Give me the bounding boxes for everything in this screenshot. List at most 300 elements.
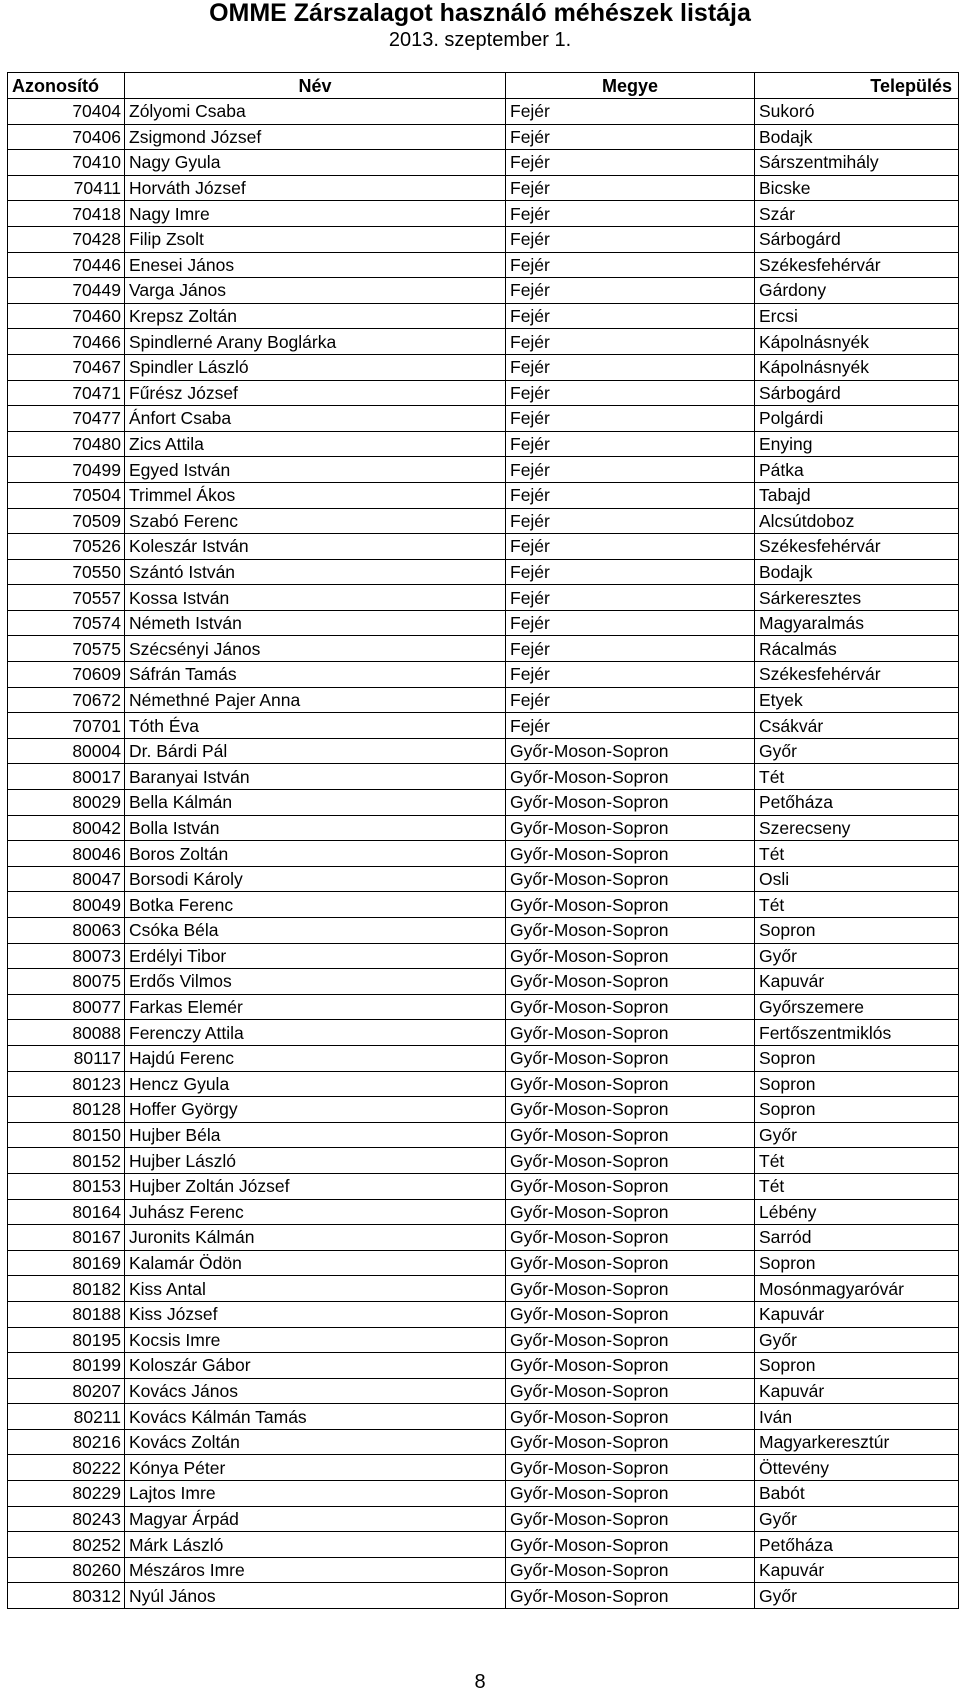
table-row <box>8 99 959 125</box>
cell-nev: Hajdú Ferenc <box>125 1045 506 1071</box>
table-row <box>8 1071 959 1097</box>
cell-telepules: Tét <box>755 892 959 918</box>
cell-telepules: Enying <box>755 431 959 457</box>
cell-azonosito: 80252 <box>8 1532 125 1558</box>
cell-azonosito: 80188 <box>8 1301 125 1327</box>
cell-telepules: Győr <box>755 1583 959 1609</box>
table-row <box>8 431 959 457</box>
cell-azonosito: 80117 <box>8 1045 125 1071</box>
cell-megye: Fejér <box>506 406 755 432</box>
cell-telepules: Szerecseny <box>755 815 959 841</box>
cell-azonosito: 80088 <box>8 1020 125 1046</box>
cell-nev: Némethné Pajer Anna <box>125 687 506 713</box>
table-row <box>8 1250 959 1276</box>
cell-azonosito: 80029 <box>8 790 125 816</box>
cell-telepules: Győr <box>755 1122 959 1148</box>
cell-nev: Farkas Elemér <box>125 994 506 1020</box>
cell-telepules: Sopron <box>755 1097 959 1123</box>
cell-megye: Fejér <box>506 610 755 636</box>
cell-megye: Győr-Moson-Sopron <box>506 1455 755 1481</box>
cell-azonosito: 70575 <box>8 636 125 662</box>
cell-megye: Győr-Moson-Sopron <box>506 1173 755 1199</box>
page-number: 8 <box>474 1671 486 1693</box>
cell-azonosito: 80167 <box>8 1225 125 1251</box>
table-row <box>8 406 959 432</box>
cell-telepules: Pátka <box>755 457 959 483</box>
table-row <box>8 1199 959 1225</box>
cell-azonosito: 70467 <box>8 354 125 380</box>
cell-azonosito: 80049 <box>8 892 125 918</box>
cell-azonosito: 70480 <box>8 431 125 457</box>
cell-telepules: Kapuvár <box>755 1301 959 1327</box>
cell-nev: Juhász Ferenc <box>125 1199 506 1225</box>
cell-megye: Fejér <box>506 124 755 150</box>
table-row <box>8 1455 959 1481</box>
cell-telepules: Székesfehérvár <box>755 534 959 560</box>
cell-azonosito: 70466 <box>8 329 125 355</box>
table-row <box>8 1122 959 1148</box>
cell-azonosito: 80004 <box>8 738 125 764</box>
cell-nev: Krepsz Zoltán <box>125 303 506 329</box>
table-row <box>8 841 959 867</box>
cell-megye: Fejér <box>506 662 755 688</box>
cell-telepules: Kapuvár <box>755 969 959 995</box>
cell-azonosito: 80199 <box>8 1353 125 1379</box>
cell-megye: Győr-Moson-Sopron <box>506 1404 755 1430</box>
cell-megye: Győr-Moson-Sopron <box>506 1122 755 1148</box>
table-row <box>8 662 959 688</box>
table-row <box>8 943 959 969</box>
cell-megye: Győr-Moson-Sopron <box>506 1071 755 1097</box>
cell-nev: Erdős Vilmos <box>125 969 506 995</box>
cell-megye: Győr-Moson-Sopron <box>506 1199 755 1225</box>
cell-azonosito: 70411 <box>8 175 125 201</box>
cell-megye: Győr-Moson-Sopron <box>506 994 755 1020</box>
cell-telepules: Sopron <box>755 1250 959 1276</box>
cell-nev: Mészáros Imre <box>125 1557 506 1583</box>
cell-azonosito: 70672 <box>8 687 125 713</box>
cell-telepules: Tét <box>755 841 959 867</box>
cell-azonosito: 80260 <box>8 1557 125 1583</box>
table-row <box>8 790 959 816</box>
cell-azonosito: 70404 <box>8 99 125 125</box>
table-row <box>8 1506 959 1532</box>
cell-megye: Fejér <box>506 431 755 457</box>
table-row <box>8 687 959 713</box>
cell-nev: Szécsényi János <box>125 636 506 662</box>
table-row <box>8 815 959 841</box>
cell-telepules: Győrszemere <box>755 994 959 1020</box>
cell-telepules: Sárkeresztes <box>755 585 959 611</box>
cell-azonosito: 70550 <box>8 559 125 585</box>
table-row <box>8 1404 959 1430</box>
cell-nev: Trimmel Ákos <box>125 482 506 508</box>
cell-megye: Győr-Moson-Sopron <box>506 1583 755 1609</box>
cell-telepules: Petőháza <box>755 1532 959 1558</box>
cell-telepules: Babót <box>755 1481 959 1507</box>
cell-nev: Baranyai István <box>125 764 506 790</box>
table-header-row <box>8 73 959 99</box>
cell-azonosito: 80017 <box>8 764 125 790</box>
cell-megye: Fejér <box>506 534 755 560</box>
cell-megye: Fejér <box>506 303 755 329</box>
cell-megye: Győr-Moson-Sopron <box>506 943 755 969</box>
cell-nev: Zólyomi Csaba <box>125 99 506 125</box>
cell-nev: Fűrész József <box>125 380 506 406</box>
cell-telepules: Osli <box>755 866 959 892</box>
table-row <box>8 175 959 201</box>
cell-telepules: Sopron <box>755 918 959 944</box>
cell-telepules: Győr <box>755 1327 959 1353</box>
cell-megye: Fejér <box>506 201 755 227</box>
table-row <box>8 918 959 944</box>
table-row <box>8 969 959 995</box>
table-row <box>8 252 959 278</box>
cell-nev: Dr. Bárdi Pál <box>125 738 506 764</box>
cell-megye: Győr-Moson-Sopron <box>506 1557 755 1583</box>
cell-megye: Fejér <box>506 713 755 739</box>
column-header-telepules: Település <box>755 73 959 99</box>
cell-nev: Spindler László <box>125 354 506 380</box>
table-row <box>8 1327 959 1353</box>
cell-telepules: Sopron <box>755 1071 959 1097</box>
cell-megye: Győr-Moson-Sopron <box>506 1429 755 1455</box>
cell-azonosito: 70526 <box>8 534 125 560</box>
cell-azonosito: 80153 <box>8 1173 125 1199</box>
table-row <box>8 866 959 892</box>
table-row <box>8 1225 959 1251</box>
cell-nev: Sáfrán Tamás <box>125 662 506 688</box>
cell-megye: Győr-Moson-Sopron <box>506 918 755 944</box>
cell-azonosito: 80152 <box>8 1148 125 1174</box>
cell-telepules: Magyarkeresztúr <box>755 1429 959 1455</box>
table-row <box>8 738 959 764</box>
table-row <box>8 1481 959 1507</box>
cell-telepules: Győr <box>755 1506 959 1532</box>
column-header-azonosito: Azonosító <box>8 73 125 99</box>
cell-azonosito: 80182 <box>8 1276 125 1302</box>
cell-telepules: Sarród <box>755 1225 959 1251</box>
cell-megye: Győr-Moson-Sopron <box>506 1148 755 1174</box>
cell-telepules: Bodajk <box>755 559 959 585</box>
cell-azonosito: 80229 <box>8 1481 125 1507</box>
cell-telepules: Bodajk <box>755 124 959 150</box>
cell-telepules: Sukoró <box>755 99 959 125</box>
cell-azonosito: 80222 <box>8 1455 125 1481</box>
cell-nev: Bolla István <box>125 815 506 841</box>
cell-telepules: Győr <box>755 943 959 969</box>
cell-nev: Szántó István <box>125 559 506 585</box>
cell-nev: Ánfort Csaba <box>125 406 506 432</box>
table-row <box>8 482 959 508</box>
cell-nev: Lajtos Imre <box>125 1481 506 1507</box>
cell-nev: Szabó Ferenc <box>125 508 506 534</box>
cell-megye: Fejér <box>506 226 755 252</box>
cell-nev: Németh István <box>125 610 506 636</box>
cell-megye: Győr-Moson-Sopron <box>506 1045 755 1071</box>
cell-nev: Tóth Éva <box>125 713 506 739</box>
cell-azonosito: 70428 <box>8 226 125 252</box>
column-header-nev: Név <box>125 73 506 99</box>
cell-nev: Boros Zoltán <box>125 841 506 867</box>
cell-azonosito: 70609 <box>8 662 125 688</box>
cell-telepules: Sárbogárd <box>755 226 959 252</box>
cell-megye: Fejér <box>506 99 755 125</box>
cell-azonosito: 70477 <box>8 406 125 432</box>
cell-telepules: Sárszentmihály <box>755 150 959 176</box>
cell-azonosito: 80077 <box>8 994 125 1020</box>
cell-nev: Kónya Péter <box>125 1455 506 1481</box>
cell-megye: Győr-Moson-Sopron <box>506 790 755 816</box>
cell-nev: Spindlerné Arany Boglárka <box>125 329 506 355</box>
cell-nev: Magyar Árpád <box>125 1506 506 1532</box>
cell-telepules: Csákvár <box>755 713 959 739</box>
cell-telepules: Rácalmás <box>755 636 959 662</box>
cell-azonosito: 80164 <box>8 1199 125 1225</box>
cell-nev: Varga János <box>125 278 506 304</box>
table-row <box>8 226 959 252</box>
cell-megye: Győr-Moson-Sopron <box>506 1097 755 1123</box>
cell-azonosito: 80312 <box>8 1583 125 1609</box>
cell-azonosito: 70406 <box>8 124 125 150</box>
cell-nev: Filip Zsolt <box>125 226 506 252</box>
cell-megye: Győr-Moson-Sopron <box>506 1276 755 1302</box>
cell-megye: Fejér <box>506 636 755 662</box>
cell-telepules: Sárbogárd <box>755 380 959 406</box>
cell-telepules: Alcsútdoboz <box>755 508 959 534</box>
cell-megye: Győr-Moson-Sopron <box>506 764 755 790</box>
cell-telepules: Székesfehérvár <box>755 252 959 278</box>
cell-azonosito: 70701 <box>8 713 125 739</box>
cell-azonosito: 70499 <box>8 457 125 483</box>
cell-nev: Borsodi Károly <box>125 866 506 892</box>
cell-nev: Kalamár Ödön <box>125 1250 506 1276</box>
cell-nev: Kiss József <box>125 1301 506 1327</box>
table-row <box>8 508 959 534</box>
cell-nev: Kovács János <box>125 1378 506 1404</box>
cell-telepules: Győr <box>755 738 959 764</box>
table-row <box>8 329 959 355</box>
cell-azonosito: 70504 <box>8 482 125 508</box>
cell-azonosito: 70418 <box>8 201 125 227</box>
table-body <box>8 99 959 1609</box>
table-row <box>8 1557 959 1583</box>
table-row <box>8 354 959 380</box>
cell-nev: Hujber Zoltán József <box>125 1173 506 1199</box>
table-row <box>8 559 959 585</box>
cell-nev: Hujber Béla <box>125 1122 506 1148</box>
cell-azonosito: 80063 <box>8 918 125 944</box>
cell-azonosito: 70410 <box>8 150 125 176</box>
cell-telepules: Tabajd <box>755 482 959 508</box>
column-header-megye: Megye <box>506 73 755 99</box>
table-row <box>8 1276 959 1302</box>
cell-megye: Győr-Moson-Sopron <box>506 1250 755 1276</box>
cell-telepules: Ercsi <box>755 303 959 329</box>
cell-azonosito: 80128 <box>8 1097 125 1123</box>
cell-azonosito: 80169 <box>8 1250 125 1276</box>
cell-megye: Fejér <box>506 252 755 278</box>
cell-megye: Fejér <box>506 585 755 611</box>
cell-azonosito: 70471 <box>8 380 125 406</box>
table-row <box>8 534 959 560</box>
page-title: OMME Zárszalagot használó méhészek listája <box>209 0 751 27</box>
cell-nev: Botka Ferenc <box>125 892 506 918</box>
cell-megye: Győr-Moson-Sopron <box>506 1532 755 1558</box>
cell-megye: Győr-Moson-Sopron <box>506 815 755 841</box>
cell-telepules: Tét <box>755 1173 959 1199</box>
cell-azonosito: 80046 <box>8 841 125 867</box>
cell-megye: Fejér <box>506 687 755 713</box>
cell-megye: Fejér <box>506 278 755 304</box>
cell-telepules: Kapuvár <box>755 1378 959 1404</box>
cell-megye: Győr-Moson-Sopron <box>506 1481 755 1507</box>
cell-azonosito: 70449 <box>8 278 125 304</box>
cell-azonosito: 80216 <box>8 1429 125 1455</box>
cell-megye: Győr-Moson-Sopron <box>506 1353 755 1379</box>
table-row <box>8 124 959 150</box>
cell-azonosito: 80042 <box>8 815 125 841</box>
cell-megye: Győr-Moson-Sopron <box>506 1327 755 1353</box>
cell-nev: Horváth József <box>125 175 506 201</box>
table-row <box>8 201 959 227</box>
cell-telepules: Tét <box>755 1148 959 1174</box>
table-row <box>8 303 959 329</box>
cell-nev: Kiss Antal <box>125 1276 506 1302</box>
table-row <box>8 1301 959 1327</box>
table-row <box>8 150 959 176</box>
cell-megye: Fejér <box>506 329 755 355</box>
cell-megye: Győr-Moson-Sopron <box>506 738 755 764</box>
cell-megye: Győr-Moson-Sopron <box>506 969 755 995</box>
cell-telepules: Lébény <box>755 1199 959 1225</box>
cell-telepules: Gárdony <box>755 278 959 304</box>
table-row <box>8 636 959 662</box>
cell-nev: Juronits Kálmán <box>125 1225 506 1251</box>
cell-telepules: Kápolnásnyék <box>755 329 959 355</box>
cell-megye: Győr-Moson-Sopron <box>506 1506 755 1532</box>
cell-telepules: Polgárdi <box>755 406 959 432</box>
cell-telepules: Sopron <box>755 1353 959 1379</box>
cell-nev: Koloszár Gábor <box>125 1353 506 1379</box>
cell-nev: Zsigmond József <box>125 124 506 150</box>
cell-telepules: Mosónmagyaróvár <box>755 1276 959 1302</box>
cell-telepules: Etyek <box>755 687 959 713</box>
cell-nev: Erdélyi Tibor <box>125 943 506 969</box>
cell-nev: Hoffer György <box>125 1097 506 1123</box>
cell-azonosito: 80207 <box>8 1378 125 1404</box>
cell-nev: Hujber László <box>125 1148 506 1174</box>
cell-telepules: Magyaralmás <box>755 610 959 636</box>
cell-nev: Márk László <box>125 1532 506 1558</box>
cell-nev: Zics Attila <box>125 431 506 457</box>
cell-megye: Fejér <box>506 175 755 201</box>
cell-azonosito: 70460 <box>8 303 125 329</box>
table-row <box>8 713 959 739</box>
cell-telepules: Petőháza <box>755 790 959 816</box>
cell-nev: Kocsis Imre <box>125 1327 506 1353</box>
cell-nev: Koleszár István <box>125 534 506 560</box>
cell-azonosito: 80073 <box>8 943 125 969</box>
table-row <box>8 1020 959 1046</box>
table-row <box>8 1148 959 1174</box>
cell-megye: Győr-Moson-Sopron <box>506 1225 755 1251</box>
table-row <box>8 610 959 636</box>
cell-telepules: Öttevény <box>755 1455 959 1481</box>
cell-nev: Bella Kálmán <box>125 790 506 816</box>
table-row <box>8 278 959 304</box>
table-row <box>8 380 959 406</box>
cell-nev: Egyed István <box>125 457 506 483</box>
beekeepers-table <box>7 72 959 1609</box>
table-row <box>8 1378 959 1404</box>
table-row <box>8 1045 959 1071</box>
cell-nev: Kovács Kálmán Tamás <box>125 1404 506 1430</box>
table-row <box>8 1583 959 1609</box>
cell-telepules: Bicske <box>755 175 959 201</box>
cell-megye: Fejér <box>506 457 755 483</box>
cell-megye: Fejér <box>506 559 755 585</box>
cell-azonosito: 80243 <box>8 1506 125 1532</box>
table-row <box>8 1097 959 1123</box>
cell-azonosito: 70446 <box>8 252 125 278</box>
cell-azonosito: 80195 <box>8 1327 125 1353</box>
cell-megye: Győr-Moson-Sopron <box>506 841 755 867</box>
cell-megye: Győr-Moson-Sopron <box>506 1378 755 1404</box>
table-row <box>8 1353 959 1379</box>
cell-nev: Nyúl János <box>125 1583 506 1609</box>
cell-telepules: Tét <box>755 764 959 790</box>
cell-azonosito: 80150 <box>8 1122 125 1148</box>
cell-megye: Győr-Moson-Sopron <box>506 866 755 892</box>
cell-nev: Csóka Béla <box>125 918 506 944</box>
cell-megye: Fejér <box>506 482 755 508</box>
table-row <box>8 1173 959 1199</box>
cell-nev: Enesei János <box>125 252 506 278</box>
cell-azonosito: 70509 <box>8 508 125 534</box>
cell-telepules: Szár <box>755 201 959 227</box>
cell-megye: Győr-Moson-Sopron <box>506 1301 755 1327</box>
page-subtitle-date: 2013. szeptember 1. <box>388 29 572 51</box>
cell-telepules: Iván <box>755 1404 959 1430</box>
table-row <box>8 585 959 611</box>
table-row <box>8 457 959 483</box>
cell-telepules: Sopron <box>755 1045 959 1071</box>
cell-megye: Győr-Moson-Sopron <box>506 1020 755 1046</box>
cell-azonosito: 80047 <box>8 866 125 892</box>
cell-azonosito: 70557 <box>8 585 125 611</box>
table-row <box>8 764 959 790</box>
table-row <box>8 1429 959 1455</box>
cell-nev: Nagy Gyula <box>125 150 506 176</box>
cell-telepules: Kápolnásnyék <box>755 354 959 380</box>
cell-azonosito: 80123 <box>8 1071 125 1097</box>
cell-nev: Hencz Gyula <box>125 1071 506 1097</box>
cell-telepules: Fertőszentmiklós <box>755 1020 959 1046</box>
table-row <box>8 892 959 918</box>
cell-telepules: Kapuvár <box>755 1557 959 1583</box>
cell-nev: Kossa István <box>125 585 506 611</box>
table-row <box>8 994 959 1020</box>
cell-megye: Fejér <box>506 508 755 534</box>
cell-azonosito: 80211 <box>8 1404 125 1430</box>
cell-azonosito: 80075 <box>8 969 125 995</box>
table-row <box>8 1532 959 1558</box>
cell-megye: Fejér <box>506 380 755 406</box>
cell-nev: Ferenczy Attila <box>125 1020 506 1046</box>
cell-megye: Győr-Moson-Sopron <box>506 892 755 918</box>
cell-azonosito: 70574 <box>8 610 125 636</box>
